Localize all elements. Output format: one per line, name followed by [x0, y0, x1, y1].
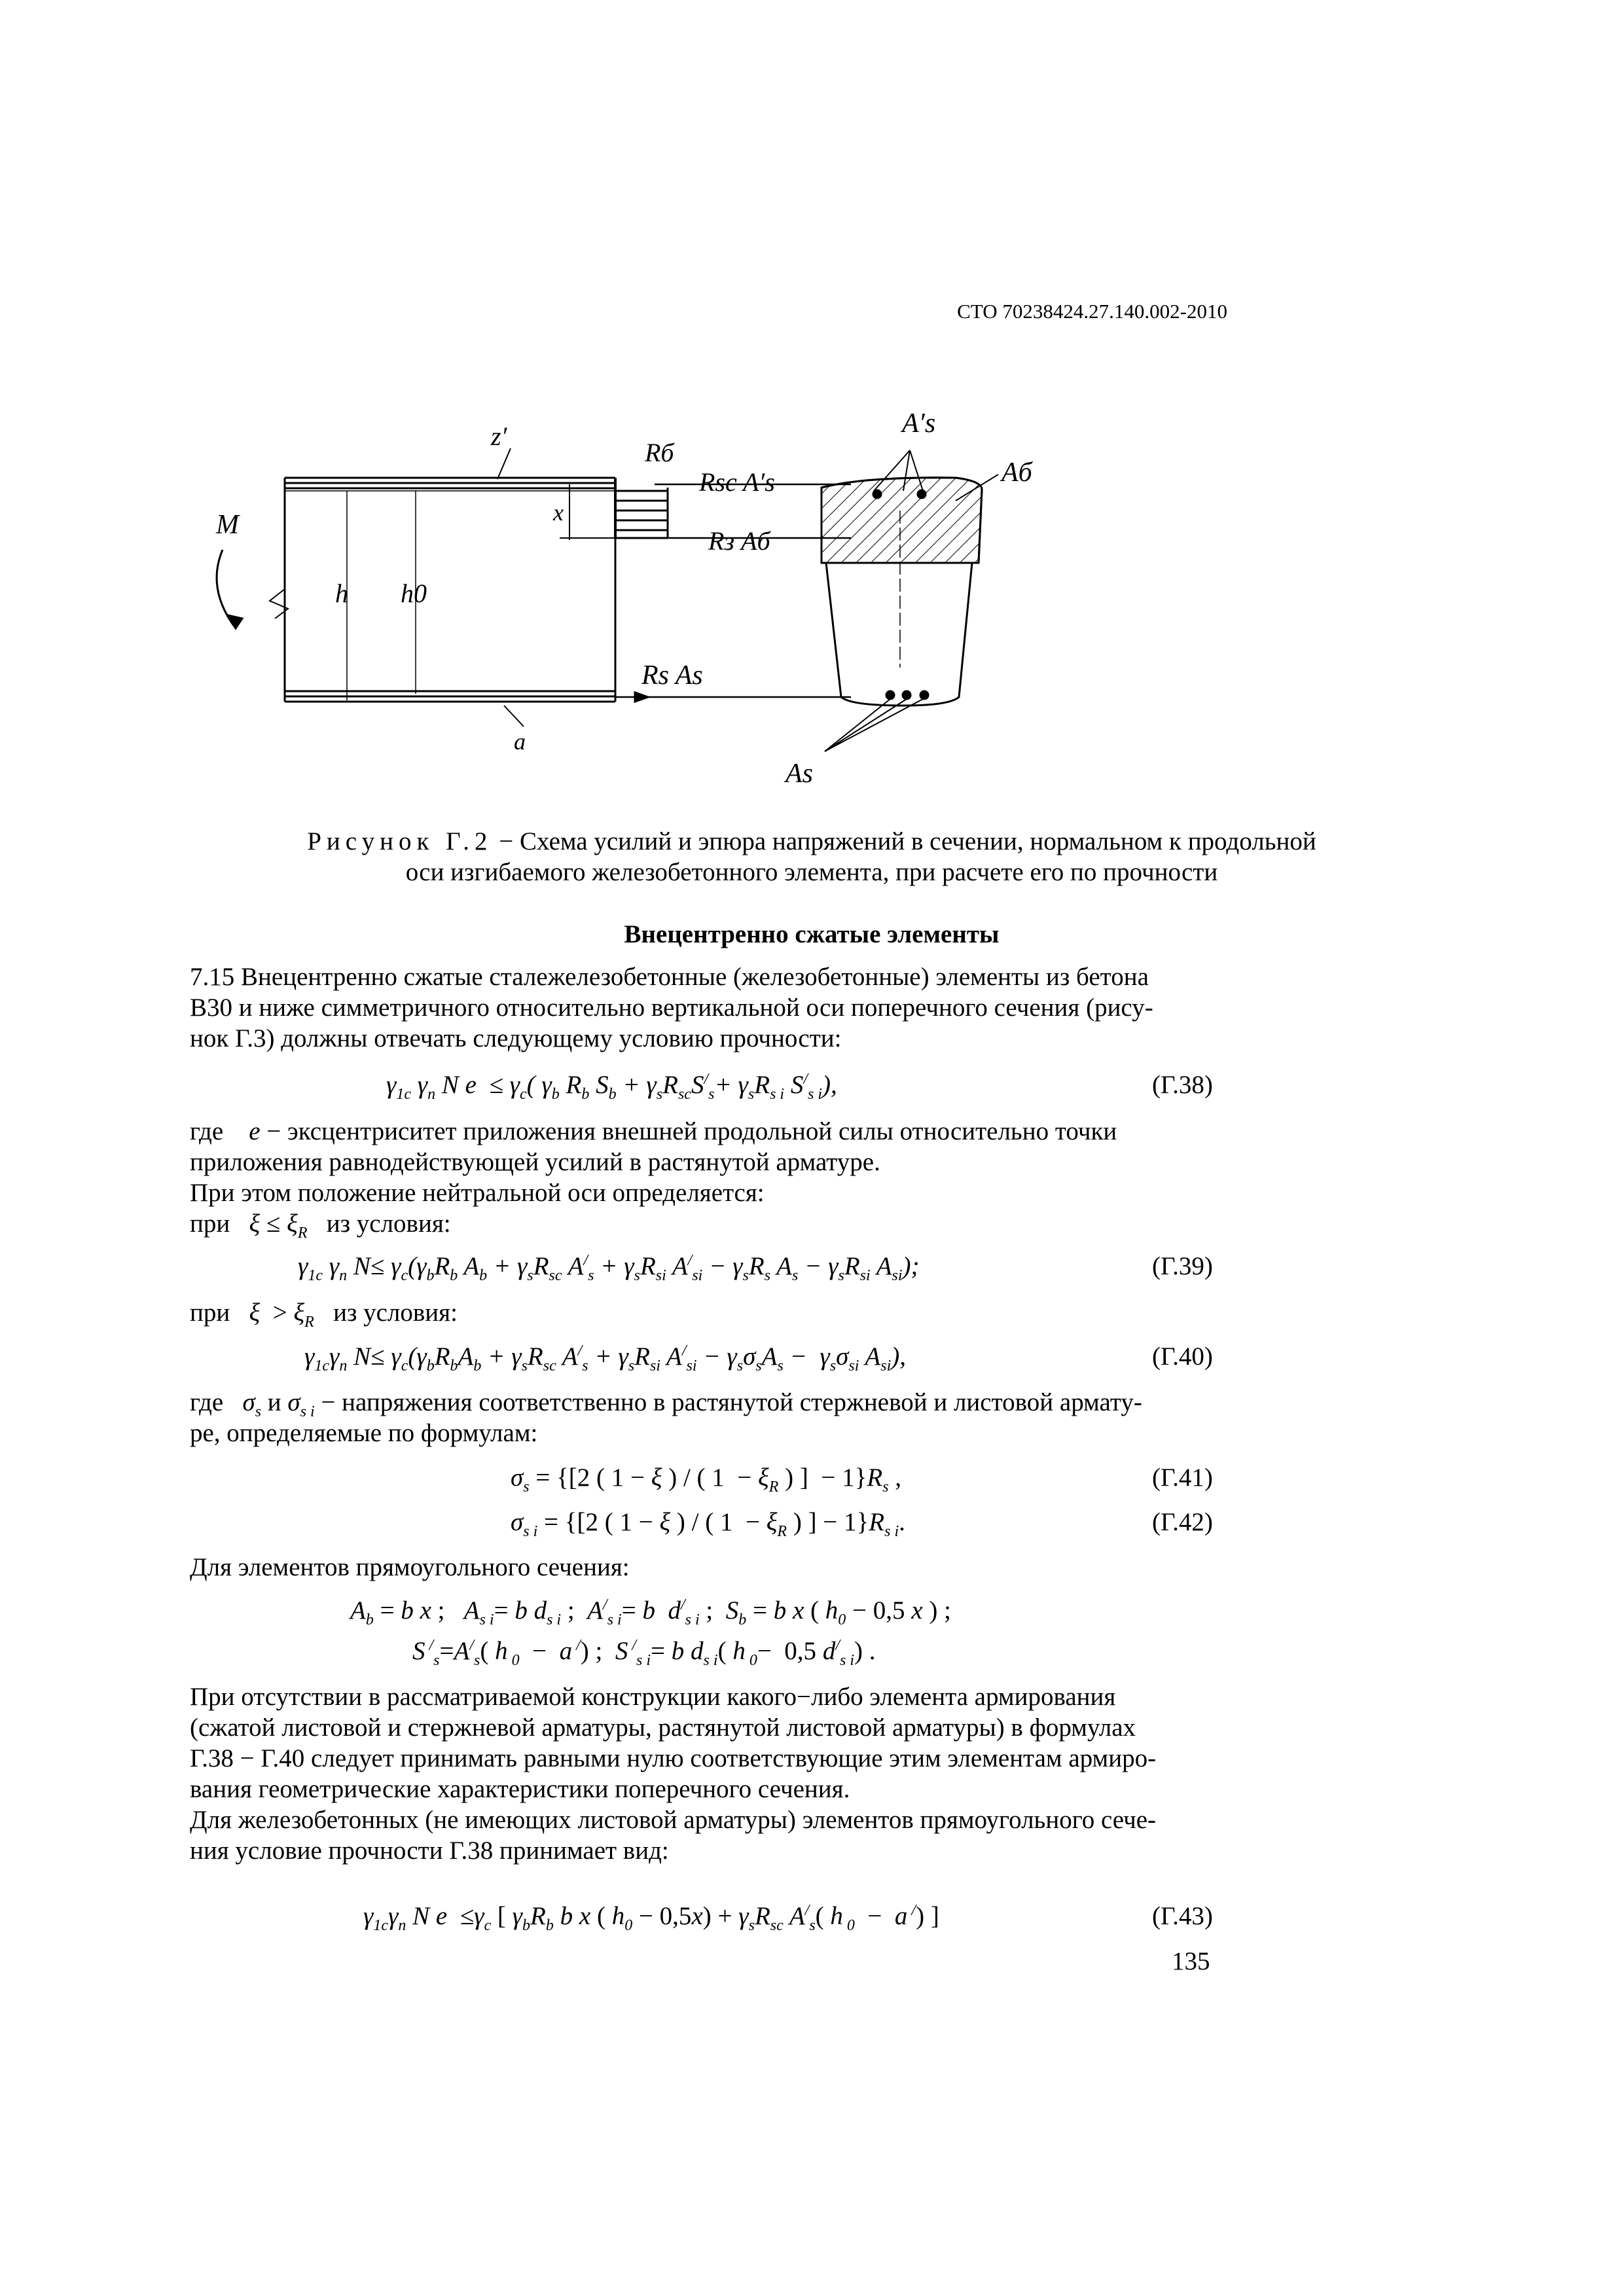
figure-caption — [131, 826, 1492, 888]
formula-g40: $\gamma_{1c}\gamma_n$ $N\le \gamma_c(\gamma_bR_bA_b + \gamma_sR_{sc}$ $A^/_s + \gamma_sR_{si}$ $A^/_{si} - \gamma_s\sigma_sA_s - \gamma_s\sigma_{si}$ $A_{si}$), — [304, 1342, 907, 1374]
section-heading: Внецентренно сжатые элементы — [624, 920, 1000, 948]
formula-g38: $\gamma_{1c}$ $\gamma_n$ N $e \le \gamma_c$( $\gamma_b$ $R_b$ $S_b + \gamma_sR_{sc}S^/_s+ \gamma_sR_{s i}$ $S^/_{s i}$), — [386, 1071, 837, 1103]
as-prime-label: A′s — [902, 408, 936, 439]
z-prime-label: z′ — [491, 422, 507, 451]
formula-g39: $\gamma_{1c}$ $\gamma_n$ $N\le \gamma_c(\gamma_bR_b$ $A_b + \gamma_sR_{sc}$ $A^/_s + \gamma_sR_{si}$ $A^/_{si} - \gamma_sR_s$ $A_s - \gamma_sR_{si}$ $A_{si}$); — [298, 1252, 920, 1284]
caption-line1: − Схема усилий и эпюра напряжений в сечении, нормальном к продольной — [492, 827, 1316, 855]
rsc-as-prime-label: Rsc A′s — [699, 467, 775, 497]
moment-label: M — [216, 510, 239, 540]
formula-g41: $\sigma_s = \{[2$ ( 1 − ξ ) / ( $1 - \xi_R$ ) ] − $1\}R_s$ , — [511, 1463, 902, 1496]
eq-number-g43: (Г.43) — [1152, 1902, 1213, 1930]
para-absent-line1: При отсутствии в рассматриваемой конструкции какого−либо элемента армирования — [190, 1683, 1116, 1711]
document-code: СТО 70238424.27.140.002-2010 — [957, 300, 1227, 323]
rb-label: Rб — [645, 438, 674, 467]
where-sigma-line2: ре, определяемые по формулам: — [190, 1419, 538, 1447]
ab-label: Aб — [1001, 457, 1032, 488]
where-sigma-line1: где $\sigma_s$ и $\sigma_{s i}$ − напряжения соответственно в растянутой стержневой и листовой армату- — [190, 1388, 1142, 1420]
formula-rect-1: $A_b = b$ x ; $A_{s i}= b$ $d_{s i}$ ; $A^/_{s i}= b$ $d^/_{s i}$ ; $S_b = b$ x ( $h_0 - 0,5$ x ) ; — [350, 1596, 951, 1628]
formula-rect-2: S $^/_s=A^/_s$( h $_0$ − a /) ; S /$_{s i}$= b $d_{s i}$( h $_0$− 0,5 $d^/_{s i}$) . — [412, 1637, 876, 1669]
para-rc-line2: ния условие прочности Г.38 принимает вид: — [190, 1837, 669, 1865]
condition-2: при $\xi > \xi_R$ из условия: — [190, 1299, 458, 1331]
h-label: h — [335, 579, 348, 608]
rect-section-intro: Для элементов прямоугольного сечения: — [190, 1553, 630, 1581]
force-diagram-figure — [196, 393, 1113, 812]
eq-number-g39: (Г.39) — [1152, 1252, 1213, 1280]
a-label: a — [514, 728, 526, 755]
caption-line2: оси изгибаемого железобетонного элемента, при расчете его по прочности — [405, 858, 1218, 886]
eq-number-g38: (Г.38) — [1152, 1071, 1213, 1099]
para-absent-line4: вания геометрические характеристики поперечного сечения. — [190, 1775, 850, 1803]
where-e-line1: где e − эксцентриситет приложения внешней продольной силы относительно точки — [190, 1117, 1117, 1145]
para-715-line1: 7.15 Внецентренно сжатые сталежелезобетонные (железобетонные) элементы из бетона — [190, 963, 1149, 991]
as-label: As — [785, 759, 813, 789]
rs-ab-label: Rз Aб — [708, 526, 770, 556]
eq-number-g41: (Г.41) — [1152, 1463, 1213, 1492]
cross-section — [821, 450, 998, 751]
caption-lead: Рисунок Г.2 — [307, 827, 493, 855]
para-715-line2: В30 и ниже симметричного относительно вертикальной оси поперечного сечения (рису- — [190, 994, 1153, 1022]
para-715-line3: нок Г.3) должны отвечать следующему условию прочности: — [190, 1024, 842, 1052]
condition-1: при $\xi \le \xi_R$ из условия: — [190, 1210, 451, 1242]
formula-g43: $\gamma_{1c}\gamma_n$ N $e \le\gamma_c$ [ $\gamma_bR_b$ b x ( $h_0 - 0,5x) + \gamma_sR_{sc}$ $A^/_s$( h $_0$ − a /) ] — [363, 1902, 939, 1934]
eq-number-g40: (Г.40) — [1152, 1342, 1213, 1371]
formula-g42: $\sigma_{s i} = \{[2$ ( 1 − ξ ) / ( $1 - \xi_R$ ) ] − $1\}R_{s i}$. — [511, 1508, 905, 1540]
x-label: x — [553, 499, 564, 526]
para-absent-line3: Г.38 − Г.40 следует принимать равными нулю соответствующие этим элементам армиро- — [190, 1744, 1157, 1772]
rs-as-label: Rs As — [641, 660, 703, 691]
where-e-line2: приложения равнодействующей усилий в растянутой арматуре. — [190, 1148, 880, 1176]
eq-number-g42: (Г.42) — [1152, 1508, 1213, 1536]
page-number: 135 — [1172, 1947, 1210, 1975]
para-rc-line1: Для железобетонных (не имеющих листовой арматуры) элементов прямоугольного сече- — [190, 1806, 1157, 1834]
para-absent-line2: (сжатой листовой и стержневой арматуры, растянутой листовой арматуры) в формулах — [190, 1713, 1136, 1742]
neutral-axis-line: При этом положение нейтральной оси определяется: — [190, 1179, 765, 1207]
h0-label: h0 — [401, 579, 427, 608]
